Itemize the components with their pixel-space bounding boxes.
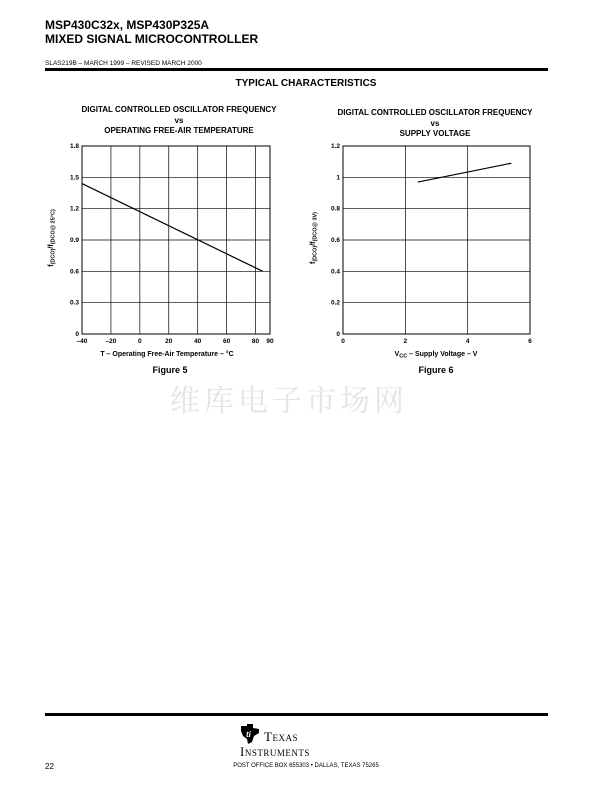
chart1-series-line (82, 184, 263, 272)
chart2-y-tick-label: 0 (336, 331, 340, 338)
chart1-y-tick-label: 0.3 (69, 299, 79, 307)
chart1-x-tick-label: 80 (251, 338, 260, 345)
chart2-title-line1: DIGITAL CONTROLLED OSCILLATOR FREQUENCY (337, 108, 533, 117)
chart2-series-line (418, 163, 512, 182)
chart2 (310, 143, 532, 360)
chart2-y-axis-label: $f_{(DCO)}/f_{(DCO@ 3V)}$ (310, 211, 319, 265)
chart1-y-tick-label: 0 (75, 331, 79, 338)
section-title: TYPICAL CHARACTERISTICS (235, 78, 377, 89)
chart1-x-tick-label: 0 (138, 338, 142, 345)
chart2-y-tick-label: 0.6 (330, 237, 340, 244)
chart1-y-tick-label: 1.8 (69, 143, 79, 150)
chart1-y-tick-label: 0.6 (69, 268, 79, 276)
svg-text:ti: ti (246, 730, 251, 739)
document-subtitle: MIXED SIGNAL MICROCONTROLLER (45, 32, 259, 46)
chart1-y-tick-label: 0.9 (69, 237, 79, 244)
chart2-x-tick-label: 6 (528, 338, 532, 345)
chart1-title-line1: DIGITAL CONTROLLED OSCILLATOR FREQUENCY (81, 105, 277, 114)
brand-texas: Texas (264, 729, 298, 744)
page-number: 22 (45, 762, 54, 771)
chart1-x-tick-label: 20 (165, 338, 173, 345)
chart2-x-axis-label: $V_{CC}$ – Supply Voltage – V (394, 351, 478, 360)
footer-address: POST OFFICE BOX 655303 • DALLAS, TEXAS 75265 (233, 763, 379, 769)
chart1-y-tick-label: 1.2 (69, 205, 79, 213)
watermark-text: 维库电子市场网 (170, 384, 408, 419)
chart1-y-axis-label: $f_{(DCO)}/f_{(DCO@ 25^\circ C)}$ (48, 209, 57, 267)
chart2-y-tick-label: 1.2 (330, 143, 340, 150)
chart1-x-tick-label: –20 (105, 338, 117, 345)
chart1-x-tick-label: 90 (266, 338, 274, 345)
chart2-y-tick-label: 0.4 (330, 268, 340, 276)
chart1-y-tick-label: 1.5 (69, 174, 79, 182)
figure-5-caption: Figure 5 (152, 365, 188, 375)
chart2-x-tick-label: 0 (341, 338, 345, 345)
chart2-title-line2: vs (430, 118, 440, 128)
footer-rule (45, 713, 548, 716)
chart1 (48, 143, 274, 358)
chart2-y-tick-label: 1 (336, 174, 340, 182)
chart1-x-axis-label: T – Operating Free-Air Temperature – °C (100, 351, 234, 358)
texas-instruments-logo-icon (238, 723, 262, 745)
chart2-x-tick-label: 2 (403, 338, 408, 345)
chart1-title-line2: vs (174, 115, 184, 125)
chart2-y-tick-label: 0.8 (330, 205, 340, 213)
chart1-x-tick-label: –40 (76, 338, 88, 345)
figure-6-caption: Figure 6 (418, 365, 454, 375)
chart2-y-tick-label: 0.2 (330, 299, 340, 307)
chart2-title-line3: SUPPLY VOLTAGE (399, 129, 471, 138)
part-numbers: MSP430C32x, MSP430P325A (45, 18, 210, 32)
brand-instruments: Instruments (240, 744, 310, 759)
document-id: SLAS219B – MARCH 1999 – REVISED MARCH 2000 (45, 60, 202, 67)
chart2-x-tick-label: 4 (465, 338, 470, 345)
chart1-title-line3: OPERATING FREE-AIR TEMPERATURE (104, 126, 254, 135)
chart1-x-tick-label: 40 (194, 338, 202, 345)
chart1-x-tick-label: 60 (222, 338, 231, 345)
